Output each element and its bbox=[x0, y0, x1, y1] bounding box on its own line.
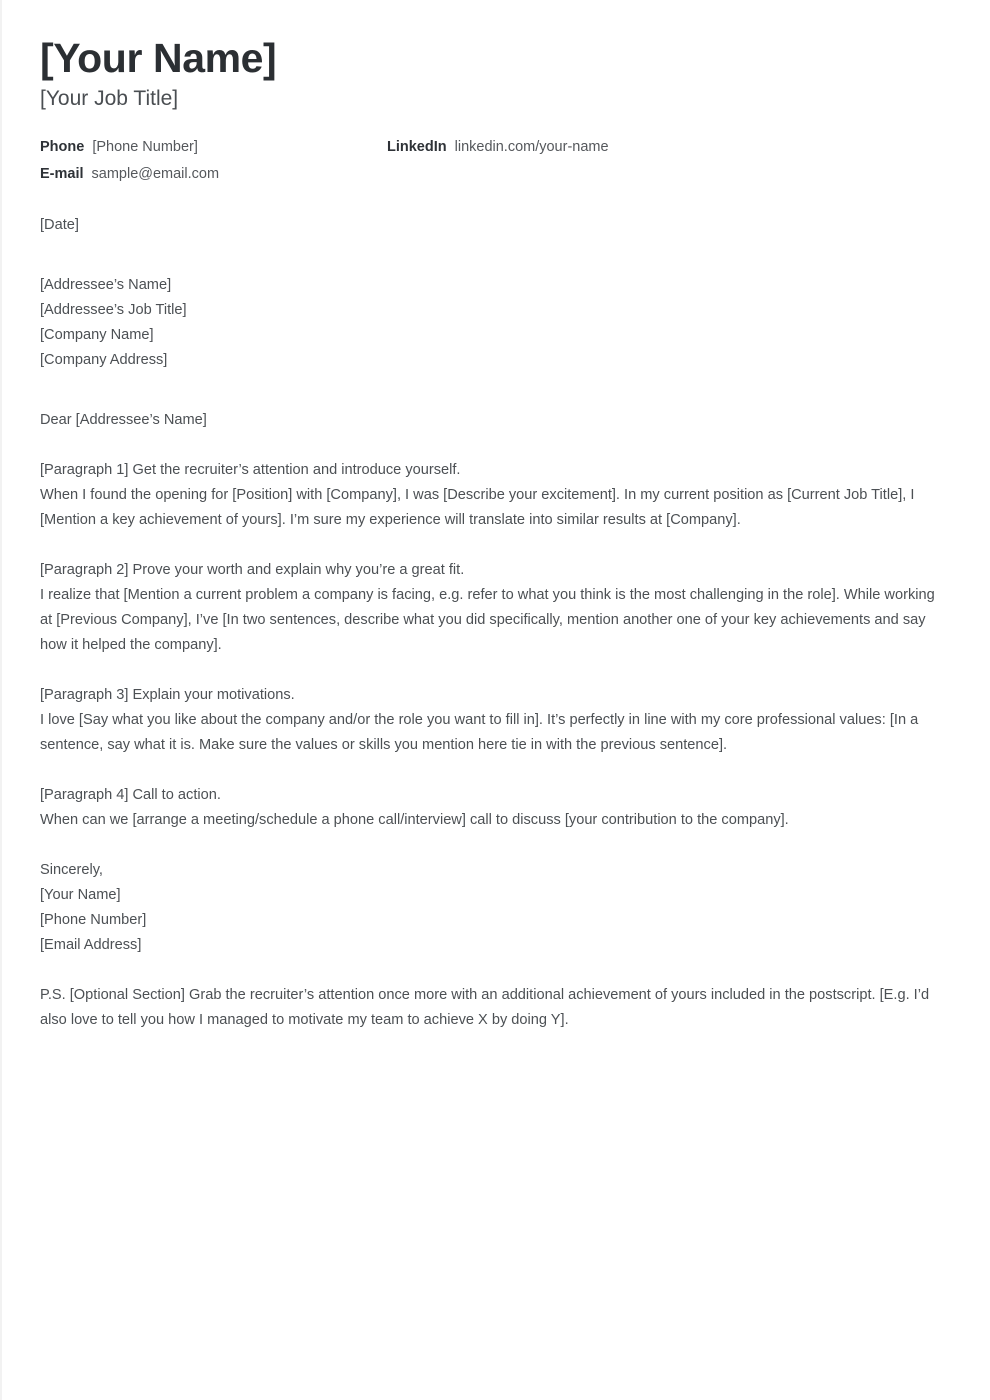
contact-item-phone bbox=[40, 139, 387, 155]
salutation: Dear [Addressee’s Name] bbox=[40, 412, 207, 429]
postscript-block bbox=[40, 983, 950, 1033]
contact-row-phone-linkedin bbox=[40, 139, 950, 155]
paragraph-3-body: I love [Say what you like about the company and/or the role you want to fill in]. It’s perfectly in line with my core professional values: [In a sentence, say what it is. Make sure the values or skills you mention here tie in with the previous sentence]. bbox=[40, 712, 919, 754]
paragraph-4-heading: [Paragraph 4] Call to action. bbox=[40, 787, 221, 804]
addressee-company-address: [Company Address] bbox=[40, 352, 168, 369]
applicant-name: [Your Name] bbox=[40, 35, 277, 81]
letter-header bbox=[40, 36, 950, 182]
paragraph-4-body: When can we [arrange a meeting/schedule a phone call/interview] call to discuss [your contribution to the company]. bbox=[40, 812, 789, 829]
signature-block bbox=[40, 858, 950, 958]
phone-label: Phone bbox=[40, 139, 85, 156]
applicant-job-title: [Your Job Title] bbox=[40, 87, 179, 111]
paragraph-1-heading: [Paragraph 1] Get the recruiter’s attention and introduce yourself. bbox=[40, 462, 461, 479]
linkedin-value[interactable]: linkedin.com/your-name bbox=[454, 139, 609, 156]
addressee-company-name: [Company Name] bbox=[40, 327, 154, 344]
paragraph-1 bbox=[40, 458, 950, 533]
letter-body bbox=[40, 213, 950, 1033]
page-content bbox=[2, 0, 990, 1033]
postscript-text: P.S. [Optional Section] Grab the recruiter’s attention once more with an additional achievement of yours included in the postscript. [E.g. I’d also love to tell you how I managed to motivate my team to achieve X by doing Y]. bbox=[40, 987, 930, 1029]
addressee-name: [Addressee’s Name] bbox=[40, 277, 172, 294]
signature-email: [Email Address] bbox=[40, 937, 142, 954]
paragraph-3 bbox=[40, 683, 950, 758]
addressee-job-title: [Addressee’s Job Title] bbox=[40, 302, 187, 319]
email-label: E-mail bbox=[40, 166, 84, 183]
letter-date: [Date] bbox=[40, 217, 79, 234]
spacer-after-date bbox=[40, 238, 950, 273]
paragraph-2-heading: [Paragraph 2] Prove your worth and explain why you’re a great fit. bbox=[40, 562, 465, 579]
signature-name: [Your Name] bbox=[40, 887, 121, 904]
contact-item-linkedin bbox=[387, 139, 609, 155]
spacer-after-addressee bbox=[40, 373, 950, 408]
paragraph-2-body: I realize that [Mention a current problem a company is facing, e.g. refer to what you think is the most challenging in the role]. While working at [Previous Company], I’ve [In two sentences, describe what you did specifically, mention another one of your key achievements and say how it helped the company]. bbox=[40, 587, 935, 654]
paragraph-3-heading: [Paragraph 3] Explain your motivations. bbox=[40, 687, 295, 704]
signature-phone: [Phone Number] bbox=[40, 912, 147, 929]
phone-value: [Phone Number] bbox=[92, 139, 198, 156]
spacer-after-salutation bbox=[40, 433, 950, 458]
paragraph-1-body: When I found the opening for [Position] with [Company], I was [Describe your excitement]. In my current position as [Current Job Title], I [Mention a key achievement of yours]. I’m sure my experience will translate into similar results at [Company]. bbox=[40, 487, 915, 529]
signature-closing: Sincerely, bbox=[40, 862, 103, 879]
contact-row-email bbox=[40, 166, 950, 182]
contact-details bbox=[40, 139, 950, 182]
addressee-block bbox=[40, 273, 950, 373]
email-value[interactable]: sample@email.com bbox=[91, 166, 220, 183]
contact-item-email bbox=[40, 166, 387, 182]
paragraph-2 bbox=[40, 558, 950, 658]
paragraph-4 bbox=[40, 783, 950, 833]
linkedin-label: LinkedIn bbox=[387, 139, 447, 156]
